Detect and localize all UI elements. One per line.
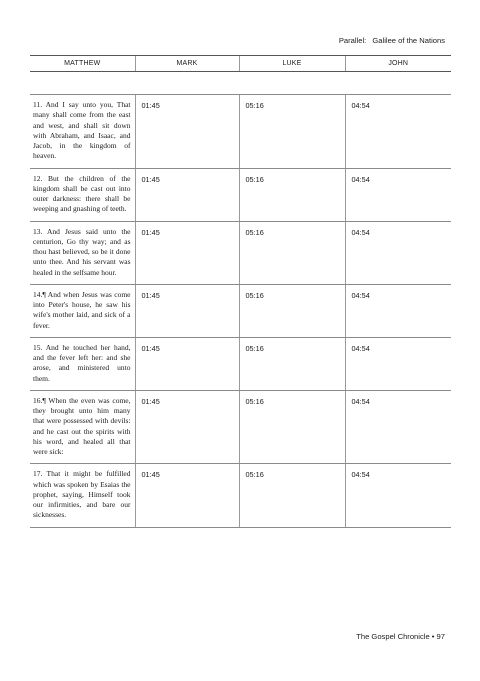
- spacer-cell: [30, 72, 451, 95]
- ref-cell-luke: 05:16: [239, 221, 345, 284]
- table-row: [30, 168, 451, 221]
- ref-cell-luke: 05:16: [239, 284, 345, 337]
- table-row: [30, 464, 451, 527]
- ref-cell-luke: 05:16: [239, 337, 345, 390]
- ref-cell-mark: 01:45: [135, 284, 239, 337]
- table-row: [30, 337, 451, 390]
- ref-cell-mark: 01:45: [135, 464, 239, 527]
- ref-cell-john: 04:54: [345, 221, 451, 284]
- column-header-john: JOHN: [345, 56, 451, 72]
- column-header-matthew: MATTHEW: [30, 56, 135, 72]
- ref-cell-luke: 05:16: [239, 464, 345, 527]
- table-row: [30, 284, 451, 337]
- table-row: [30, 95, 451, 169]
- verse-cell-matthew: 14.¶ And when Jesus was come into Peter's house, he saw his wife's mother laid, and sick of a fever.: [30, 284, 135, 337]
- spacer-row: [30, 72, 451, 95]
- ref-cell-mark: 01:45: [135, 390, 239, 464]
- running-head: [339, 36, 445, 45]
- verse-cell-matthew: 12. But the children of the kingdom shall be cast out into outer darkness: there shall be weeping and gnashing of teeth.: [30, 168, 135, 221]
- ref-cell-luke: 05:16: [239, 390, 345, 464]
- running-head-label: Parallel:: [338, 36, 367, 45]
- ref-cell-luke: 05:16: [239, 95, 345, 169]
- parallel-table: [30, 55, 451, 528]
- ref-cell-luke: 05:16: [239, 168, 345, 221]
- ref-cell-john: 04:54: [345, 337, 451, 390]
- ref-cell-mark: 01:45: [135, 221, 239, 284]
- verse-cell-matthew: 11. And I say unto you, That many shall come from the east and west, and shall sit down with Abraham, and Isaac, and Jacob, in the kingdom of heaven.: [30, 95, 135, 169]
- ref-cell-john: 04:54: [345, 168, 451, 221]
- ref-cell-mark: 01:45: [135, 95, 239, 169]
- verse-cell-matthew: 16.¶ When the even was come, they brought unto him many that were possessed with devils: and he cast out the spirits with his word, and healed all that were sick:: [30, 390, 135, 464]
- ref-cell-john: 04:54: [345, 95, 451, 169]
- ref-cell-john: 04:54: [345, 390, 451, 464]
- ref-cell-mark: 01:45: [135, 337, 239, 390]
- column-header-luke: LUKE: [239, 56, 345, 72]
- table-row: [30, 390, 451, 464]
- table-row: [30, 221, 451, 284]
- ref-cell-mark: 01:45: [135, 168, 239, 221]
- verse-cell-matthew: 13. And Jesus said unto the centurion, Go thy way; and as thou hast believed, so be it done unto thee. And his servant was healed in the selfsame hour.: [30, 221, 135, 284]
- running-head-section: Galilee of the Nations: [372, 36, 445, 45]
- ref-cell-john: 04:54: [345, 464, 451, 527]
- table-header-row: [30, 56, 451, 72]
- column-header-mark: MARK: [135, 56, 239, 72]
- verse-cell-matthew: 17. That it might be fulfilled which was spoken by Esaias the prophet, saying, Himself took our infirmities, and bare our sicknesses.: [30, 464, 135, 527]
- verse-cell-matthew: 15. And he touched her hand, and the fever left her: and she arose, and ministered unto them.: [30, 337, 135, 390]
- ref-cell-john: 04:54: [345, 284, 451, 337]
- page-footer: The Gospel Chronicle • 97: [356, 632, 445, 641]
